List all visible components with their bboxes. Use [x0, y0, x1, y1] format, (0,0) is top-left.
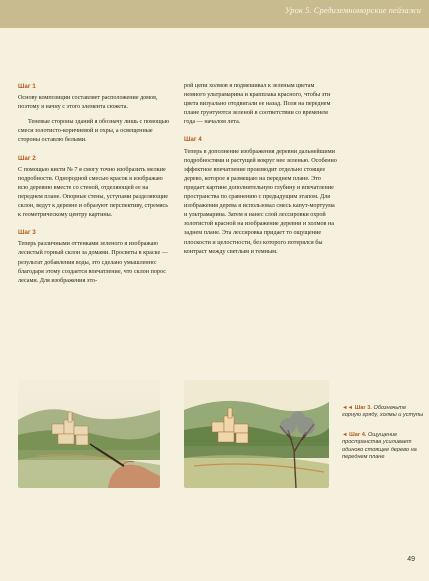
step-4-heading: Шаг 4 — [184, 136, 202, 144]
painting-photo-step-3 — [18, 380, 160, 488]
step-1-paragraph-1: Основу композиции составляет расположение домов, поэтому я начну с этого элемента сюжета. — [18, 95, 158, 111]
step-2-heading: Шаг 2 — [18, 154, 36, 162]
section-title: Урок 5. Средиземноморские пейзажи — [284, 6, 421, 15]
left-text-column — [18, 82, 172, 288]
caption-step-3-label: ◄◄ Шаг 3. — [342, 405, 372, 411]
step-1-heading: Шаг 1 — [18, 83, 36, 90]
step-1-paragraph-2: Теневые стороны зданий я обозначу лишь с помощью смеси золотисто-коричневой и охры, а освещенные стороны оставлю белыми. — [18, 119, 170, 144]
step-3-heading: Шаг 3 — [18, 229, 36, 237]
right-text-column — [184, 82, 337, 259]
caption-step-4-text: Ощущение пространства усиливает одиноко стоящее дерево на переднем плане — [342, 432, 417, 460]
painting-photo-step-4 — [184, 380, 329, 488]
caption-step-4-label: ◄ Шаг 4. — [342, 432, 367, 438]
caption-step-3 — [342, 405, 424, 420]
step-3-paragraph: Теперь различными оттенками зеленого я изображаю лесистый горный склон за домами. Просветы в краске — результат добавления воды, это сделано умышленно: благодаря этому создается впечатление, что склон порос лесами. Для изображения это- — [18, 241, 168, 284]
caption-step-3-text: Обозначьте горную гряду, холмы и уступы — [342, 405, 424, 419]
watercolor-village-tree-image — [184, 380, 329, 488]
watercolor-village-image — [18, 380, 160, 488]
continuation-paragraph: рой цепи холмов я подмешивал к зеленым цветам немного ультрамарина и крапплака красного, чтобы эти цвета визуально отодвигали ее назад. Поля на переднем плане грунтуются зеленой в соответствии со временем года — началом лета. — [184, 83, 331, 126]
step-2-paragraph: С помощью кисти № 7 я смогу точно изобразить мелкие подробности. Однородной смесью красок я изображаю всю деревню вместе со стеной, отделяющей ее на переднем плане. Опорные стены, уступами разделяющие склон, ведут к деревне и образуют перспективу, стремясь к геометрическому центру картины. — [18, 166, 169, 219]
step-4-paragraph: Теперь в дополнение изображения деревни дальнейшими подробностями и растущей вокруг нее зеленью. Особенно эффектное впечатление производит отдельно стоящее дерево, которое я размещаю на переднем плане. Это придает картине дополнительную глубину и впечатление пространства по сравнению с предыдущим этапом. Для изображения дерева я использовал смесь капут-мортуума и ультрамарина. Затем я нанес слой лессировки охрой золотистой красной на изображение деревни и холмов на заднем плане. Эта лессировка придает то ощущение плоскости и целостности, без которого потерялся бы контраст между светлым и темным. — [184, 148, 337, 255]
caption-step-4 — [342, 432, 424, 461]
header-band — [0, 0, 429, 28]
page-number: 49 — [407, 556, 415, 563]
